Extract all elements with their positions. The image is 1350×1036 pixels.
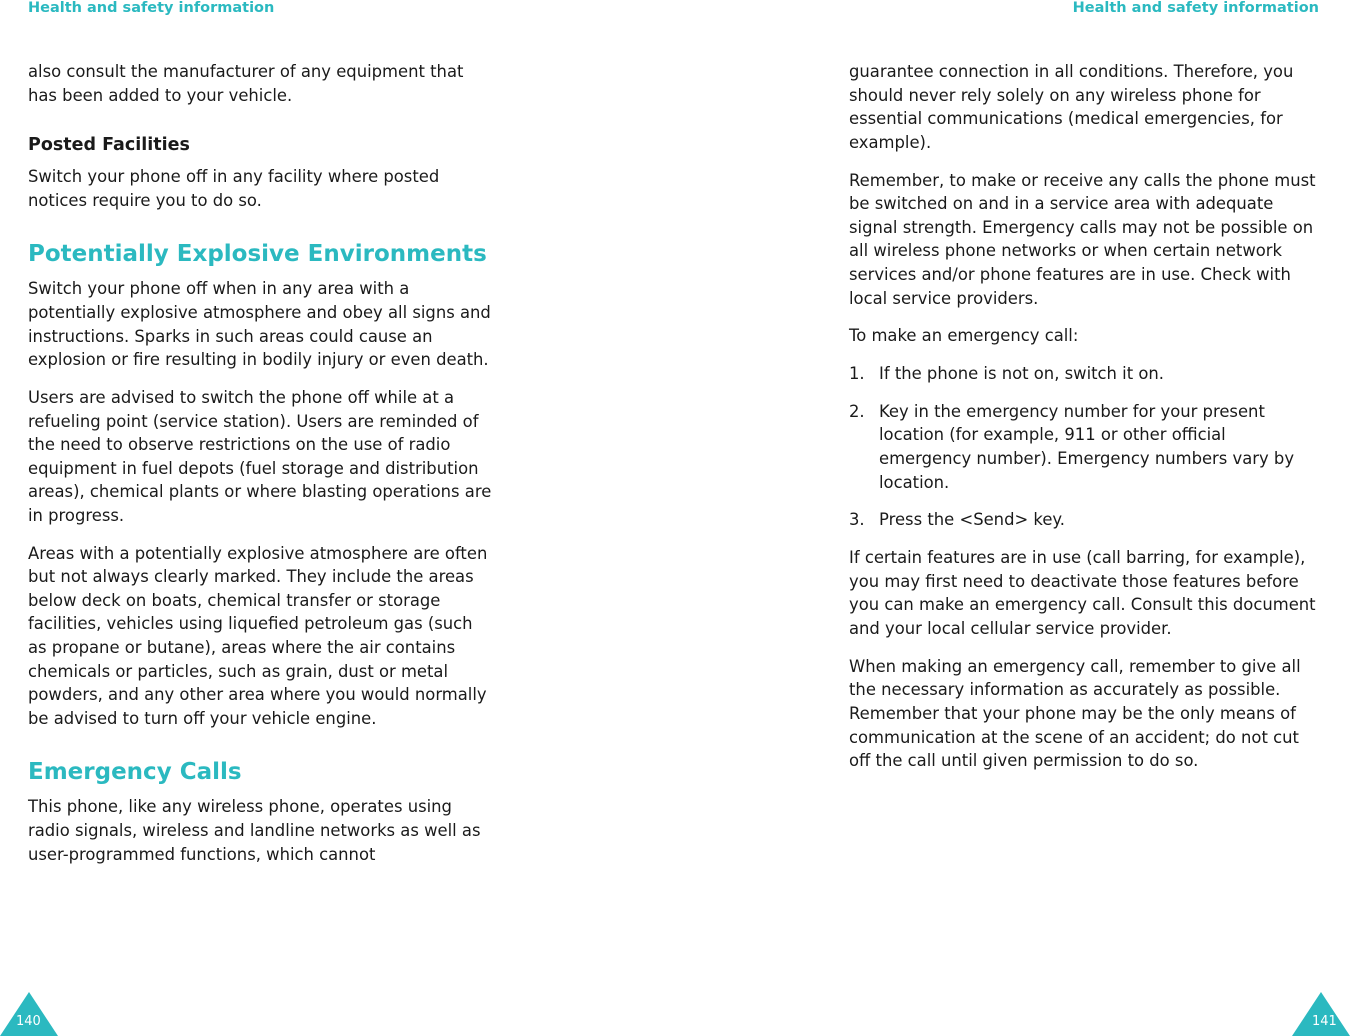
paragraph: Users are advised to switch the phone off while at a refueling point (service station). Users are reminded of the need to observe restrictions on the use of radio equipment in fuel depots (fuel storage and distribution areas), chemical plants or where blasting operations are in progress. <box>28 387 492 525</box>
page-number-tab-left <box>0 992 58 1036</box>
list-item <box>849 508 1319 532</box>
step-number: 3. <box>849 510 865 530</box>
step-text: Key in the emergency number for your present location (for example, 911 or other official emergency number). Emergency numbers vary by location. <box>879 401 1295 492</box>
emergency-calls-heading: Emergency Calls <box>28 759 242 786</box>
paragraph: Areas with a potentially explosive atmosphere are often but not always clearly marked. They include the areas below deck on boats, chemical transfer or storage facilities, vehicles using liquefied petroleum gas (such as propane or butane), areas where the air contains chemicals or particles, such as grain, dust or metal powders, and any other area where you would normally be advised to turn off your vehicle engine. <box>28 543 488 728</box>
explosive-environments-heading: Potentially Explosive Environments <box>28 241 487 268</box>
paragraph: also consult the manufacturer of any equipment that has been added to your vehicle. <box>28 62 464 105</box>
paragraph: Switch your phone off when in any area with a potentially explosive atmosphere and obey all signs and instructions. Sparks in such areas could cause an explosion or fire resulting in bodily injury or even death. <box>28 279 491 370</box>
step-number: 2. <box>849 401 865 421</box>
paragraph: To make an emergency call: <box>849 326 1079 346</box>
running-head-left: Health and safety information <box>28 0 275 16</box>
step-text: If the phone is not on, switch it on. <box>879 364 1164 384</box>
page-number: 141 <box>1312 1014 1337 1029</box>
paragraph: When making an emergency call, remember to give all the necessary information as accurately as possible. Remember that your phone may be the only means of communication at the scene of an accident; do not cut off the call until given permission to do so. <box>849 656 1301 771</box>
paragraph: If certain features are in use (call barring, for example), you may first need to deactivate those features before you can make an emergency call. Consult this document and your local cellular service provider. <box>849 548 1316 638</box>
list-item <box>849 362 1319 386</box>
page-number: 140 <box>16 1014 41 1029</box>
paragraph: Remember, to make or receive any calls the phone must be switched on and in a service area with adequate signal strength. Emergency calls may not be possible on all wireless phone networks or when certain network services and/or phone features are in use. Check with local service providers. <box>849 170 1316 308</box>
step-number: 1. <box>849 364 865 384</box>
right-page-column <box>849 60 1319 787</box>
posted-facilities-heading: Posted Facilities <box>28 135 190 156</box>
step-text: Press the <Send> key. <box>879 510 1065 530</box>
paragraph: Switch your phone off in any facility where posted notices require you to do so. <box>28 167 440 210</box>
paragraph: guarantee connection in all conditions. Therefore, you should never rely solely on any wireless phone for essential communications (medical emergencies, for example). <box>849 62 1294 152</box>
page-number-tab-right <box>1292 992 1350 1036</box>
emergency-steps-list <box>849 362 1319 532</box>
left-page-column <box>28 60 496 880</box>
paragraph: This phone, like any wireless phone, operates using radio signals, wireless and landline networks as well as user-programmed functions, which cannot <box>28 797 481 864</box>
running-head-right: Health and safety information <box>1072 0 1319 16</box>
list-item <box>849 400 1319 494</box>
